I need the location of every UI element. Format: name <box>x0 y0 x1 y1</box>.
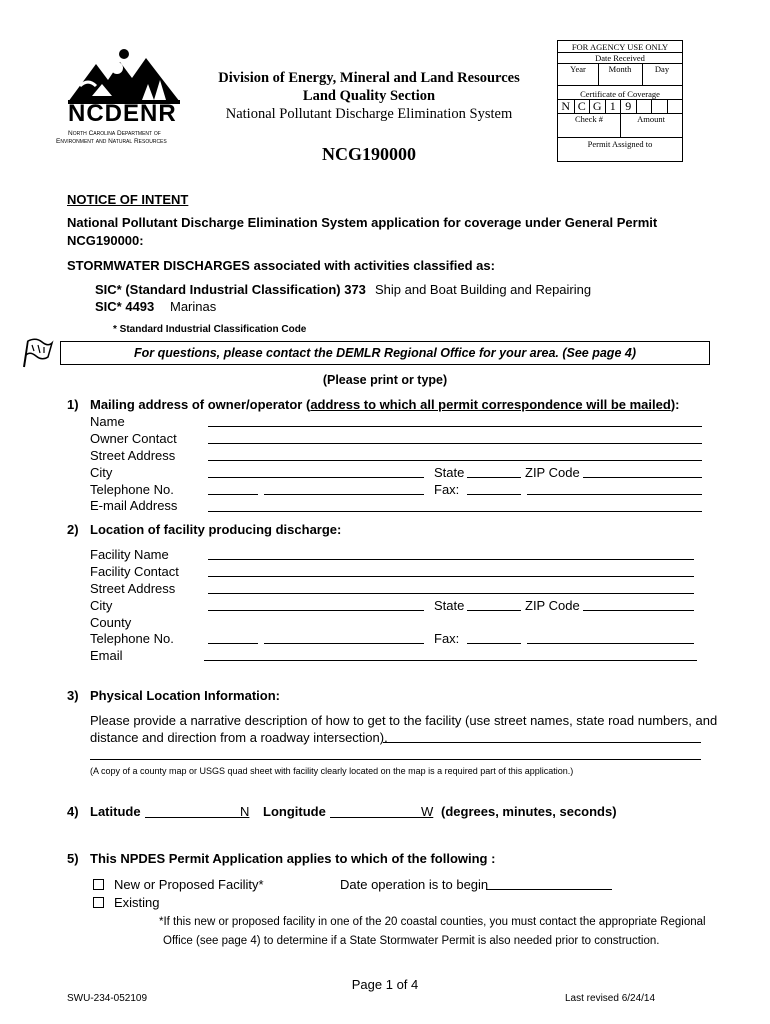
facility-street-field[interactable] <box>208 593 694 594</box>
facility-zip-label: ZIP Code <box>525 598 580 613</box>
revision-date: Last revised 6/24/14 <box>565 993 656 1004</box>
owner-phone-label: Telephone No. <box>90 482 174 497</box>
existing-facility-checkbox[interactable] <box>93 897 104 908</box>
owner-city-field[interactable] <box>208 477 424 478</box>
cert-coverage-label: Certificate of Coverage <box>580 89 660 99</box>
existing-facility-label: Existing <box>114 895 160 910</box>
cert-char-cell <box>667 99 683 113</box>
facility-name-field[interactable] <box>208 559 694 560</box>
coastal-note-1: *If this new or proposed facility in one of the 20 coastal counties, you must contact the appropriate Regional <box>159 916 706 928</box>
questions-text: For questions, please contact the DEMLR Regional Office for your area. (See page 4) <box>134 346 636 360</box>
coordinate-units: (degrees, minutes, seconds) <box>441 804 617 819</box>
owner-name-field[interactable] <box>208 426 702 427</box>
section-1-title <box>90 397 679 412</box>
section-2-number: 2) <box>67 522 79 537</box>
section-5-number: 5) <box>67 851 79 866</box>
permit-code: NCG190000 <box>322 144 416 164</box>
owner-email-label: E-mail Address <box>90 498 178 513</box>
permit-assigned-label: Permit Assigned to <box>587 139 653 149</box>
facility-zip-field[interactable] <box>583 610 694 611</box>
owner-contact-label: Owner Contact <box>90 431 177 446</box>
owner-phone-area-field[interactable] <box>208 494 258 495</box>
facility-contact-label: Facility Contact <box>90 564 179 579</box>
narrative-field-2[interactable] <box>90 759 701 760</box>
owner-state-field[interactable] <box>467 477 521 478</box>
owner-zip-field[interactable] <box>583 477 702 478</box>
month-label: Month <box>608 64 632 74</box>
facility-fax-area-field[interactable] <box>467 643 521 644</box>
facility-phone-label: Telephone No. <box>90 631 174 646</box>
agency-use-box <box>557 40 683 162</box>
owner-fax-label: Fax: <box>434 482 460 497</box>
sic-373-desc: Ship and Boat Building and Repairing <box>375 282 592 297</box>
date-operation-label: Date operation is to begin <box>340 877 489 892</box>
date-received-label: Date Received <box>595 53 645 63</box>
facility-contact-field[interactable] <box>208 576 694 577</box>
cert-char-cell: G <box>589 99 605 113</box>
owner-fax-field[interactable] <box>527 494 702 495</box>
check-label: Check # <box>574 114 604 124</box>
logo-subtitle-2: Environment and Natural Resources <box>56 138 167 145</box>
latitude-label: Latitude <box>90 804 141 819</box>
application-line-1: National Pollutant Discharge Elimination System application for coverage under General Permit <box>67 215 658 230</box>
section-5-title: This NPDES Permit Application applies to which of the following : <box>90 851 496 866</box>
section-1-number: 1) <box>67 397 79 412</box>
facility-county-label: County <box>90 615 132 630</box>
owner-city-label: City <box>90 465 113 480</box>
cert-char-cell <box>636 99 652 113</box>
narrative-field-1[interactable] <box>383 742 701 743</box>
owner-fax-area-field[interactable] <box>467 494 521 495</box>
latitude-field[interactable] <box>145 817 240 818</box>
facility-state-label: State <box>434 598 465 613</box>
section-1-title-b: address to which all permit correspondence will be mailed <box>310 397 671 412</box>
system-title: National Pollutant Discharge Elimination System <box>225 106 513 122</box>
owner-contact-field[interactable] <box>208 443 702 444</box>
facility-email-field[interactable] <box>204 660 697 661</box>
narrative-line-1: Please provide a narrative description of how to get to the facility (use street names, state road numbers, and <box>90 713 718 728</box>
sic-4493-desc: Marinas <box>170 299 217 314</box>
new-facility-label: New or Proposed Facility* <box>114 877 264 892</box>
cert-char-cell: N <box>561 99 571 113</box>
cert-char-cell <box>651 99 667 113</box>
notice-of-intent-heading: NOTICE OF INTENT <box>67 192 189 207</box>
year-label: Year <box>570 64 586 74</box>
section-3-title: Physical Location Information: <box>90 688 280 703</box>
ncdenr-logo <box>56 44 186 148</box>
section-4-number: 4) <box>67 804 79 819</box>
application-line-2: NCG190000: <box>67 233 144 248</box>
facility-phone-field[interactable] <box>264 643 424 644</box>
owner-email-field[interactable] <box>208 511 702 512</box>
owner-phone-field[interactable] <box>264 494 424 495</box>
section-1-title-c: ): <box>670 397 680 412</box>
sic-4493-label: SIC* 4493 <box>95 299 155 314</box>
owner-state-label: State <box>434 465 465 480</box>
facility-fax-label: Fax: <box>434 631 460 646</box>
facility-city-label: City <box>90 598 113 613</box>
owner-name-label: Name <box>90 414 125 429</box>
facility-street-label: Street Address <box>90 581 176 596</box>
longitude-w: W <box>421 804 434 819</box>
page-number: Page 1 of 4 <box>351 977 419 992</box>
day-label: Day <box>654 64 670 74</box>
facility-phone-area-field[interactable] <box>208 643 258 644</box>
longitude-field[interactable] <box>330 817 421 818</box>
logo-wordmark: NCDENR <box>68 100 177 127</box>
section-3-number: 3) <box>67 688 79 703</box>
form-id: SWU-234-052109 <box>67 993 148 1004</box>
facility-fax-field[interactable] <box>527 643 694 644</box>
section-2-title: Location of facility producing discharge: <box>90 522 342 537</box>
narrative-line-2: distance and direction from a roadway intersection). <box>90 730 388 745</box>
cert-char-cell: C <box>574 99 590 113</box>
coastal-note-2: Office (see page 4) to determine if a State Stormwater Permit is also needed prior to construction. <box>163 935 660 947</box>
owner-zip-label: ZIP Code <box>525 465 580 480</box>
sic-footnote: * Standard Industrial Classification Code <box>113 324 307 335</box>
amount-label: Amount <box>637 114 665 124</box>
cert-char-cell: 1 <box>605 99 621 113</box>
longitude-label: Longitude <box>263 804 326 819</box>
section-title: Land Quality Section <box>302 88 436 104</box>
owner-street-field[interactable] <box>208 460 702 461</box>
latitude-n: N <box>240 804 250 819</box>
section-1-title-a: Mailing address of owner/operator ( <box>90 397 311 412</box>
flag-icon <box>20 337 54 369</box>
facility-city-field[interactable] <box>208 610 424 611</box>
stormwater-heading: STORMWATER DISCHARGES associated with activities classified as: <box>67 258 495 273</box>
division-title: Division of Energy, Mineral and Land Resources <box>218 70 520 86</box>
date-operation-field[interactable] <box>486 889 612 890</box>
sic-373-label: SIC* (Standard Industrial Classification) 373 <box>95 282 366 297</box>
owner-street-label: Street Address <box>90 448 176 463</box>
cert-number-cells <box>558 99 682 113</box>
logo-subtitle-1: North Carolina Department of <box>68 130 161 137</box>
facility-email-label: Email <box>90 648 123 663</box>
new-facility-checkbox[interactable] <box>93 879 104 890</box>
print-instruction: (Please print or type) <box>322 373 448 387</box>
facility-name-label: Facility Name <box>90 547 169 562</box>
map-note: (A copy of a county map or USGS quad sheet with facility clearly located on the map is a required part of this application.) <box>90 766 574 776</box>
questions-banner <box>60 341 710 365</box>
cert-char-cell: 9 <box>620 99 636 113</box>
agency-title: FOR AGENCY USE ONLY <box>571 42 669 52</box>
facility-state-field[interactable] <box>467 610 521 611</box>
